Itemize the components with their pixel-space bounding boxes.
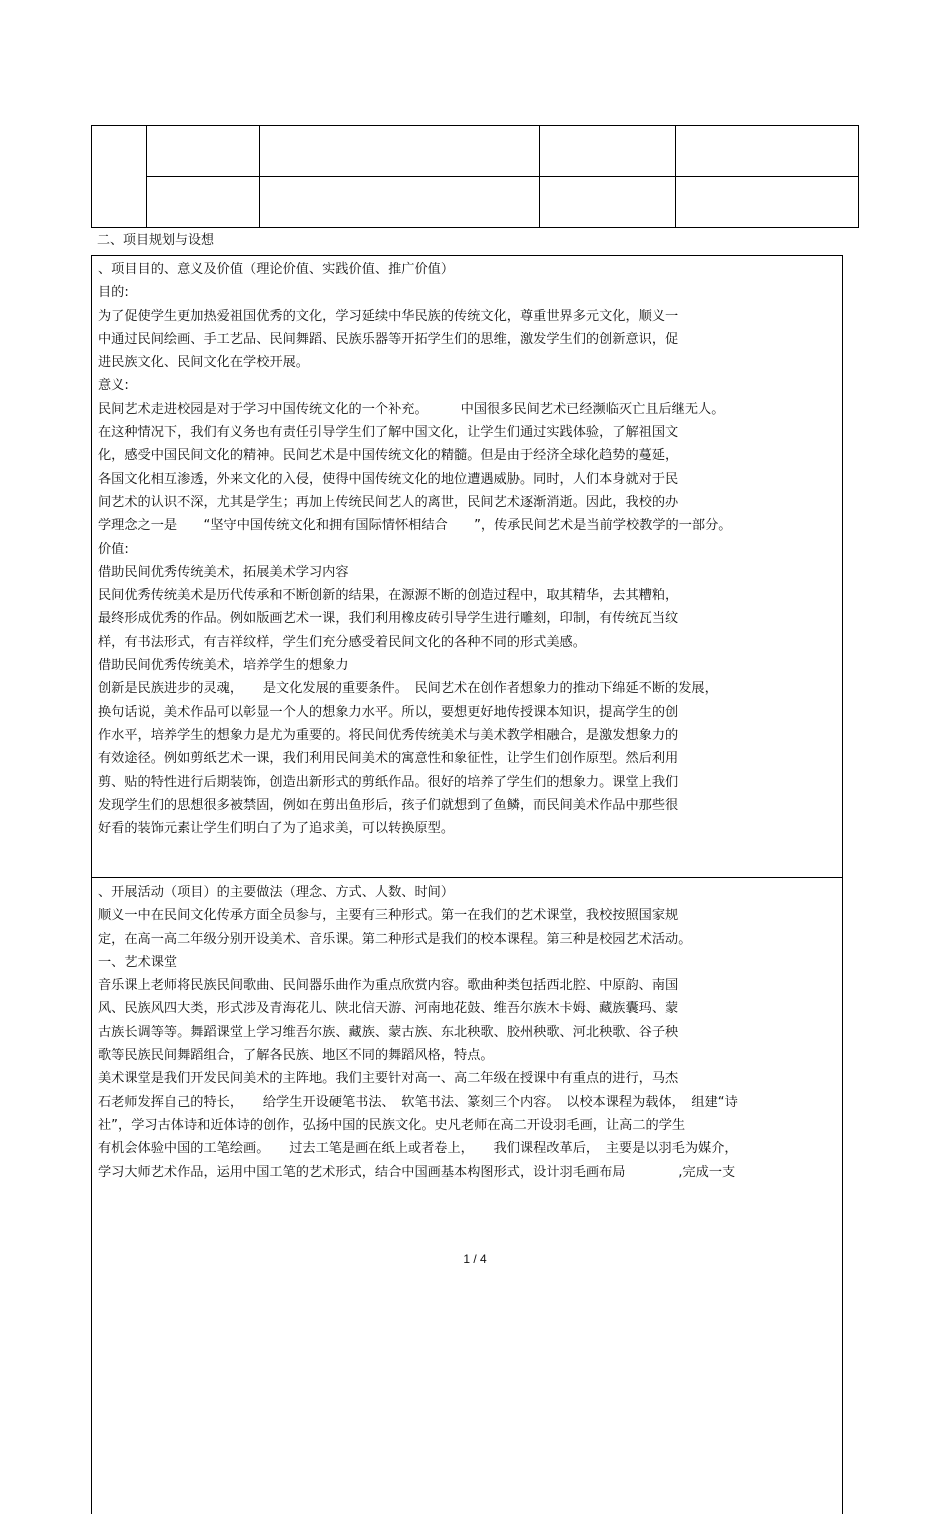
text-line: 歌等民族民间舞蹈组合，了解各民族、地区不同的舞蹈风格，特点。: [98, 1048, 494, 1064]
purpose-section-text: [98, 258, 838, 840]
text-line: 样，有书法形式，有吉祥纹样，学生们充分感受着民间文化的各种不同的形式美感。: [98, 634, 586, 650]
table-cell: [92, 126, 147, 228]
text-line: 为了促使学生更加热爱祖国优秀的文化，学习延续中华民族的传统文化，尊重世界多元文化，顺义一: [98, 308, 679, 324]
text-line: 创新是民族进步的灵魂， 是文化发展的重要条件。 民间艺术在创作者想象力的推动下绵延不断的发展，: [98, 681, 718, 697]
activities-section-text: [98, 881, 838, 1184]
text-line: 学理念之一是 “坚守中国传统文化和拥有国际情怀相结合 ”，传承民间艺术是当前学校教学的一部分。: [98, 518, 732, 534]
text-line: 、开展活动（项目）的主要做法（理念、方式、人数、时间）: [98, 885, 455, 900]
text-line: 发现学生们的思想很多被禁固，例如在剪出鱼形后，孩子们就想到了鱼鳞，而民间美术作品中那些很: [98, 797, 679, 813]
text-line: 各国文化相互渗透，外来文化的入侵，使得中国传统文化的地位遭遇威胁。同时，人们本身就对于民: [98, 471, 679, 487]
text-line: 一、艺术课堂: [98, 954, 178, 970]
text-line: 风、民族风四大类，形式涉及青海花儿、陕北信天游、河南地花鼓、维吾尔族木卡姆、藏族囊玛、蒙: [98, 1001, 679, 1017]
text-line: 在这种情况下，我们有义务也有责任引导学生们了解中国文化，让学生们通过实践体验，了解祖国文: [98, 425, 679, 441]
table-cell: [260, 177, 540, 228]
text-line: 民间艺术走进校园是对于学习中国传统文化的一个补充。 中国很多民间艺术已经濒临灭亡且后继无人。: [98, 401, 725, 417]
text-line: 有效途径。例如剪纸艺术一课，我们利用民间美术的寓意性和象征性，让学生们创作原型。然后利用: [98, 751, 679, 767]
text-line: 有机会体验中国的工笔绘画。 过去工笔是画在纸上或者卷上， 我们课程改革后， 主要是以羽毛为媒介，: [98, 1141, 738, 1157]
text-line: 古族长调等等。舞蹈课堂上学习维吾尔族、藏族、蒙古族、东北秧歌、胶州秧歌、河北秧歌、谷子秧: [98, 1024, 679, 1040]
text-line: 间艺术的认识不深，尤其是学生；再加上传统民间艺人的离世，民间艺术逐渐消逝。因此，我校的办: [98, 494, 679, 510]
text-line: 定，在高一高二年级分别开设美术、音乐课。第二种形式是我们的校本课程。第三种是校园艺术活动。: [98, 931, 692, 947]
text-line: 好看的装饰元素让学生们明白了为了追求美，可以转换原型。: [98, 821, 455, 837]
table-cell: [676, 177, 859, 228]
text-line: 价值:: [98, 541, 129, 557]
text-line: 换句话说，美术作品可以彰显一个人的想象力水平。所以，要想更好地传授课本知识，提高学生的创: [98, 704, 679, 720]
table-cell: [147, 177, 260, 228]
section-heading: 二、项目规划与设想: [97, 233, 215, 248]
text-line: 意义:: [98, 378, 129, 394]
text-line: 社”，学习古体诗和近体诗的创作，弘扬中国的民族文化。史凡老师在高二开设羽毛画，让高二的学生: [98, 1117, 686, 1133]
text-line: 顺义一中在民间文化传承方面全员参与，主要有三种形式。第一在我们的艺术课堂，我校按照国家规: [98, 908, 679, 924]
text-line: 目的:: [98, 285, 129, 301]
text-line: 化，感受中国民间文化的精神。民间艺术是中国传统文化的精髓。但是由于经济全球化趋势的蔓延，: [98, 448, 679, 464]
text-line: 最终形成优秀的作品。例如版画艺术一课，我们利用橡皮砖引导学生进行雕刻，印制，有传统瓦当纹: [98, 611, 679, 627]
text-line: 学习大师艺术作品，运用中国工笔的艺术形式，结合中国画基本构图形式，设计羽毛画布局 ,完成一支: [98, 1164, 736, 1180]
page-number: 1 / 4: [463, 1252, 487, 1266]
table-cell: [540, 177, 676, 228]
text-line: 借助民间优秀传统美术，拓展美术学习内容: [98, 564, 349, 580]
text-line: 音乐课上老师将民族民间歌曲、民间器乐曲作为重点欣赏内容。歌曲种类包括西北腔、中原韵、南国: [98, 978, 679, 994]
text-line: 作水平，培养学生的想象力是尤为重要的。将民间优秀传统美术与美术教学相融合，是激发想象力的: [98, 727, 679, 743]
text-line: 民间优秀传统美术是历代传承和不断创新的结果，在源源不断的创造过程中，取其精华，去其糟粕，: [98, 588, 679, 604]
text-line: 中通过民间绘画、手工艺品、民间舞蹈、民族乐器等开拓学生们的思维，激发学生们的创新意识，促: [98, 331, 679, 347]
table-cell: [676, 126, 859, 177]
text-line: 石老师发挥自己的特长， 给学生开设硬笔书法、 软笔书法、篆刻三个内容。 以校本课程为载体， 组建“诗: [98, 1094, 738, 1110]
text-line: 美术课堂是我们开发民间美术的主阵地。我们主要针对高一、高二年级在授课中有重点的进行，马杰: [98, 1071, 679, 1087]
table-cell: [540, 126, 676, 177]
text-line: 、项目目的、意义及价值（理论价值、实践价值、推广价值）: [98, 262, 455, 277]
text-line: 进民族文化、民间文化在学校开展。: [98, 355, 309, 371]
header-table: [91, 125, 859, 228]
text-line: 借助民间优秀传统美术，培养学生的想象力: [98, 658, 349, 674]
activities-section-box: [91, 877, 843, 1514]
table-cell: [260, 126, 540, 177]
purpose-section-box: [91, 255, 843, 878]
table-cell: [147, 126, 260, 177]
text-line: 剪、贴的特性进行后期装饰，创造出新形式的剪纸作品。很好的培养了学生们的想象力。课堂上我们: [98, 774, 679, 790]
